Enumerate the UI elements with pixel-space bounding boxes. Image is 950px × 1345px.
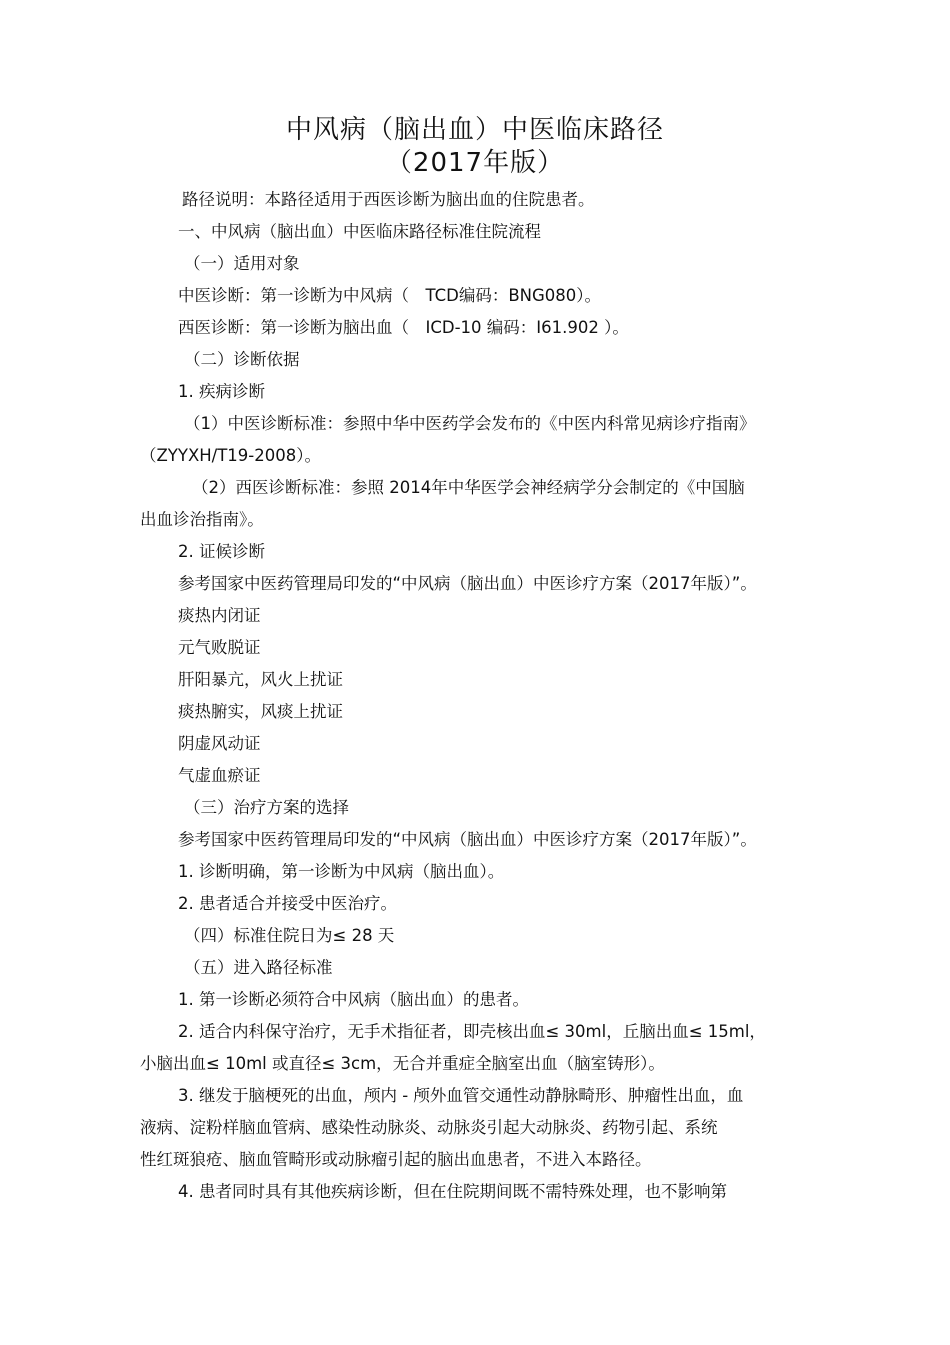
paragraph-line: 中医诊断：第一诊断为中风病（ TCD编码：BNG080）。 (178, 286, 602, 305)
paragraph-line: 4. 患者同时具有其他疾病诊断，但在住院期间既不需特殊处理，也不影响第 (178, 1182, 727, 1201)
paragraph-line: 液病、淀粉样脑血管病、感染性动脉炎、动脉炎引起大动脉炎、药物引起、系统 (140, 1118, 718, 1137)
paragraph-line: 1. 第一诊断必须符合中风病（脑出血）的患者。 (178, 990, 529, 1009)
paragraph-line: 参考国家中医药管理局印发的“中风病（脑出血）中医诊疗方案（2017年版）”。 (178, 574, 757, 593)
paragraph-line: 小脑出血≤ 10ml 或直径≤ 3cm，无合并重症全脑室出血（脑室铸形）。 (140, 1054, 665, 1073)
section-heading-1: 一、中风病（脑出血）中医临床路径标准住院流程 (178, 222, 541, 241)
paragraph-line: （2）西医诊断标准：参照 2014年中华医学会神经病学分会制定的《中国脑 (192, 478, 745, 497)
paragraph-line: 1. 诊断明确，第一诊断为中风病（脑出血）。 (178, 862, 505, 881)
subsection-heading: （二）诊断依据 (184, 350, 300, 369)
subsection-heading: （三）治疗方案的选择 (184, 798, 349, 817)
subsection-heading: （一）适用对象 (184, 254, 300, 273)
paragraph-line: （1）中医诊断标准：参照中华中医药学会发布的《中医内科常见病诊疗指南》 (184, 414, 756, 433)
paragraph-line: 2. 适合内科保守治疗，无手术指征者，即壳核出血≤ 30ml，丘脑出血≤ 15ml， (178, 1022, 766, 1041)
paragraph-line: 1. 疾病诊断 (178, 382, 265, 401)
list-item: 肝阳暴亢，风火上扰证 (178, 670, 343, 689)
subsection-heading: （五）进入路径标准 (184, 958, 333, 977)
paragraph-line: 西医诊断：第一诊断为脑出血（ ICD-10 编码：I61.902 ）。 (178, 318, 629, 337)
path-description: 路径说明：本路径适用于西医诊断为脑出血的住院患者。 (182, 190, 595, 209)
paragraph-line: 参考国家中医药管理局印发的“中风病（脑出血）中医诊疗方案（2017年版）”。 (178, 830, 757, 849)
list-item: 痰热腑实，风痰上扰证 (178, 702, 343, 721)
list-item: 气虚血瘀证 (178, 766, 261, 785)
paragraph-line: 3. 继发于脑梗死的出血，颅内 - 颅外血管交通性动静脉畸形、肿瘤性出血，血 (178, 1086, 744, 1105)
paragraph-line: 性红斑狼疮、脑血管畸形或动脉瘤引起的脑出血患者，不进入本路径。 (140, 1150, 652, 1169)
subsection-heading: （四）标准住院日为≤ 28 天 (184, 926, 395, 945)
document-subtitle: （2017年版） (385, 148, 565, 178)
list-item: 元气败脱证 (178, 638, 261, 657)
paragraph-line: 2. 证候诊断 (178, 542, 265, 561)
paragraph-line: 出血诊治指南》。 (140, 510, 264, 529)
paragraph-line: （ZYYXH/T19-2008）。 (140, 446, 322, 465)
paragraph-line: 2. 患者适合并接受中医治疗。 (178, 894, 397, 913)
list-item: 阴虚风动证 (178, 734, 261, 753)
list-item: 痰热内闭证 (178, 606, 261, 625)
document-title: 中风病（脑出血）中医临床路径 (285, 115, 664, 145)
